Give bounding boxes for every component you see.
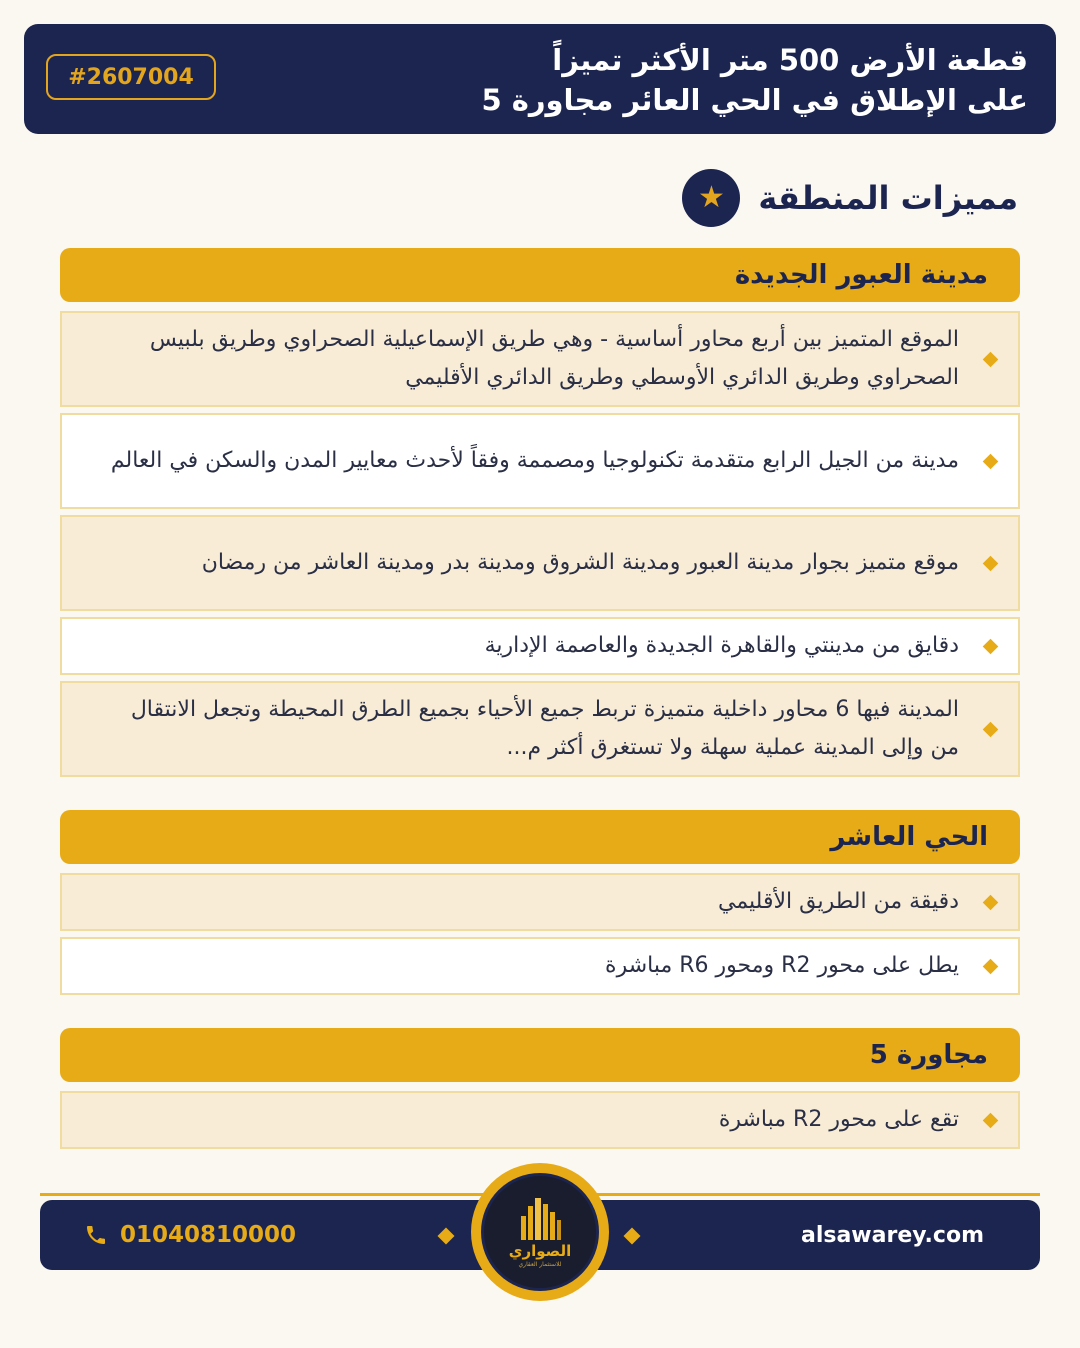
- feature-item: [60, 937, 1020, 995]
- diamond-ornament-icon: [438, 1228, 455, 1245]
- feature-item: [60, 413, 1020, 509]
- feature-text: مدينة من الجيل الرابع متقدمة تكنولوجيا ومصممة وفقاً لأحدث معايير المدن والسكن في العالم: [110, 448, 959, 473]
- feature-text: دقيقة من الطريق الأقليمي: [717, 889, 959, 914]
- listing-title-line-2: على الإطلاق في الحي العائر مجاورة 5: [481, 83, 1028, 117]
- buildings-icon: [517, 1196, 563, 1240]
- header-banner: [24, 24, 1056, 134]
- diamond-bullet-icon: [983, 894, 999, 910]
- feature-item: [60, 515, 1020, 611]
- feature-item: [60, 311, 1020, 407]
- logo-emblem: [481, 1173, 599, 1291]
- diamond-bullet-icon: [983, 958, 999, 974]
- feature-text: تقع على محور R2 مباشرة: [718, 1107, 959, 1132]
- logo-tagline: للاستثمار العقاري: [518, 1261, 562, 1268]
- group-header-neighborhood-5: مجاورة 5: [60, 1028, 1020, 1082]
- logo-name: الصواري: [508, 1242, 572, 1260]
- diamond-bullet-icon: [983, 555, 999, 571]
- feature-item: [60, 873, 1020, 931]
- reference-code-badge: #2607004: [46, 54, 216, 100]
- section-heading: [682, 168, 1018, 228]
- diamond-bullet-icon: [983, 1112, 999, 1128]
- diamond-bullet-icon: [983, 453, 999, 469]
- feature-text: المدينة فيها 6 محاور داخلية متميزة تربط جميع الأحياء بجميع الطرق المحيطة وتجعل الانتقال من وإلى المدينة عملية سهلة ولا تستغرق أكثر م...: [130, 697, 959, 760]
- phone-number: 01040810000: [120, 1222, 297, 1248]
- feature-text: دقايق من مدينتي والقاهرة الجديدة والعاصمة الإدارية: [484, 633, 959, 658]
- feature-text: الموقع المتميز بين أربع محاور أساسية - وهي طريق الإسماعيلية الصحراوي وطريق بلبيس الصحراوي وطريق الدائري الأوسطي وطريق الدائري الأقليمي: [149, 327, 959, 390]
- feature-text: يطل على محور R2 ومحور R6 مباشرة: [605, 953, 959, 978]
- diamond-bullet-icon: [983, 638, 999, 654]
- company-logo: [471, 1163, 609, 1301]
- feature-text: موقع متميز بجوار مدينة العبور ومدينة الشروق ومدينة بدر ومدينة العاشر من رمضان: [201, 550, 959, 575]
- star-icon: ★: [682, 169, 740, 227]
- phone-icon: [84, 1223, 108, 1247]
- feature-item: [60, 617, 1020, 675]
- feature-item: [60, 1091, 1020, 1149]
- diamond-bullet-icon: [983, 351, 999, 367]
- listing-title-line-1: قطعة الأرض 500 متر الأكثر تميزاً: [552, 43, 1028, 77]
- diamond-bullet-icon: [983, 721, 999, 737]
- listing-title: [268, 40, 1028, 120]
- group-header-obour: مدينة العبور الجديدة: [60, 248, 1020, 302]
- website-link[interactable]: alsawarey.com: [800, 1222, 984, 1248]
- section-title: مميزات المنطقة: [758, 179, 1018, 217]
- feature-item: [60, 681, 1020, 777]
- group-header-tenth-district: الحي العاشر: [60, 810, 1020, 864]
- phone-contact[interactable]: [84, 1200, 296, 1270]
- diamond-ornament-icon: [624, 1228, 641, 1245]
